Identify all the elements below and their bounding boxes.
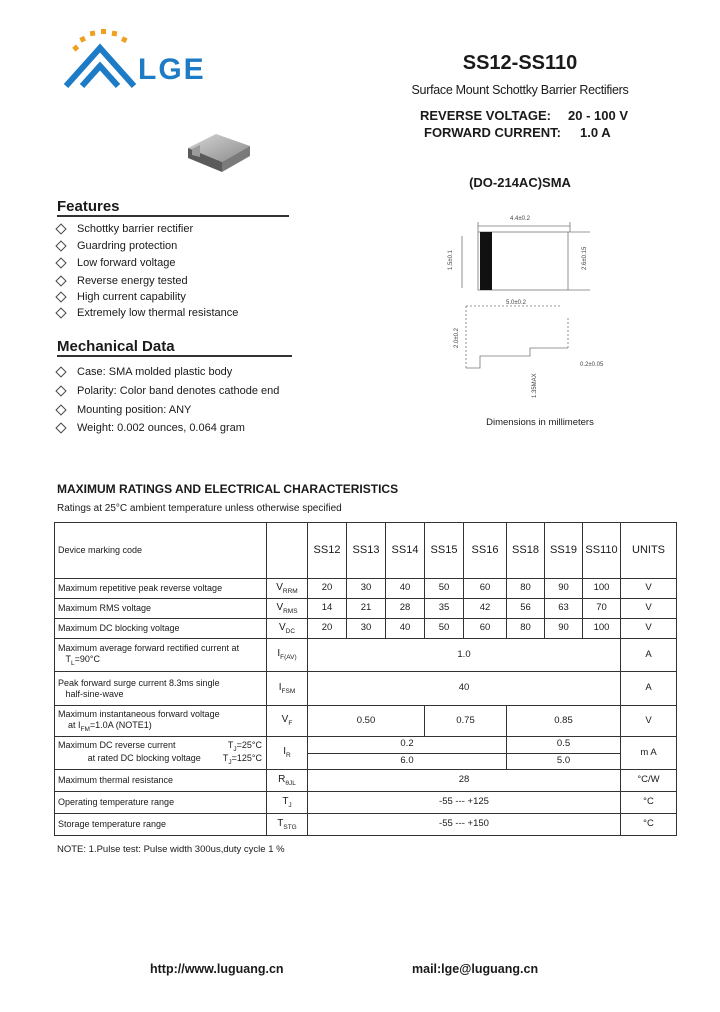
dim-label-mid: 5.0±0.2	[506, 300, 526, 306]
dim-label-right: 2.6±0.15	[582, 246, 588, 270]
table-row: Maximum instantaneous forward voltage at $I_{FM}=1.0A$ (NOTE1) $V_F$ 0.50 0.75 0.85 V	[55, 706, 677, 737]
device-code: SS19	[545, 523, 583, 579]
table-row: Maximum repetitive peak reverse voltage $V_{RRM}$ 20 30 40 50 60 80 90 100 V	[55, 579, 677, 599]
table-note: NOTE: 1.Pulse test: Pulse width 300us,duty cycle 1 %	[57, 844, 285, 855]
sma-package-image	[182, 128, 254, 176]
dim-label-left: 1.5±0.1	[448, 250, 454, 270]
ratings-title: MAXIMUM RATINGS AND ELECTRICAL CHARACTERISTICS	[57, 482, 399, 496]
ratings-table	[54, 522, 677, 836]
dim-label-lead: 0.2±0.05	[580, 362, 604, 368]
feature-item: Extremely low thermal resistance	[55, 307, 238, 319]
page-subtitle: Surface Mount Schottky Barrier Rectifiers	[411, 83, 629, 97]
feature-item: Guardring protection	[55, 240, 177, 252]
reverse-voltage-value: 20 - 100 V	[568, 108, 628, 123]
dim-label-top: 4.4±0.2	[510, 216, 530, 222]
dim-label-foot: 1.35MAX	[532, 373, 538, 398]
package-name: (DO-214AC)SMA	[469, 175, 571, 190]
mechanical-heading: Mechanical Data	[57, 338, 175, 355]
features-heading: Features	[57, 198, 120, 215]
dimension-drawing	[440, 208, 640, 408]
features-divider	[57, 215, 289, 217]
feature-item: Reverse energy tested	[55, 275, 188, 287]
diamond-bullet-icon	[55, 240, 66, 251]
device-code: SS18	[507, 523, 545, 579]
diamond-bullet-icon	[55, 422, 66, 433]
diamond-bullet-icon	[55, 223, 66, 234]
device-code: SS110	[583, 523, 621, 579]
diamond-bullet-icon	[55, 366, 66, 377]
table-row: Maximum DC reverse current $T_J=25^\circ C$ at rated DC blocking voltage $T_J=125^\circ C$ $I_R$ 0.2 6.0 0.5 5.0 m A	[55, 737, 677, 770]
mechanical-item: Mounting position: ANY	[55, 404, 191, 416]
table-row: Operating temperature range $T_J$ -55 --- +125 °C	[55, 792, 677, 814]
dimensions-caption: Dimensions in millimeters	[486, 417, 594, 428]
reverse-voltage-label: REVERSE VOLTAGE:	[420, 108, 551, 123]
footer-mail-link[interactable]: mail:lge@luguang.cn	[412, 962, 539, 976]
diamond-bullet-icon	[55, 275, 66, 286]
device-code: SS14	[386, 523, 425, 579]
feature-item: Schottky barrier rectifier	[55, 223, 193, 235]
mechanical-divider	[57, 355, 292, 357]
footer-url-link[interactable]: http://www.luguang.cn	[150, 962, 284, 976]
table-row: Peak forward surge current 8.3ms single half-sine-wave $I_{FSM}$ 40 A	[55, 672, 677, 706]
device-code: SS16	[464, 523, 507, 579]
table-row: Maximum thermal resistance $R_{\theta JL}$ 28 °C/W	[55, 770, 677, 792]
dim-label-height: 2.0±0.2	[454, 328, 460, 348]
units-header: UNITS	[621, 523, 677, 579]
mechanical-item: Weight: 0.002 ounces, 0.064 gram	[55, 422, 245, 434]
table-row: Maximum RMS voltage $V_{RMS}$ 14 21 28 35 42 56 63 70 V	[55, 599, 677, 619]
page-title: SS12-SS110	[462, 52, 578, 74]
device-code: SS12	[308, 523, 347, 579]
table-row: Maximum DC blocking voltage $V_{DC}$ 20 30 40 50 60 80 90 100 V	[55, 619, 677, 639]
mechanical-item: Polarity: Color band denotes cathode end	[55, 385, 279, 397]
diamond-bullet-icon	[55, 307, 66, 318]
table-row: Maximum average forward rectified current at $T_L=90^\circ C$ $I_{F(AV)}$ 1.0 A	[55, 639, 677, 672]
diamond-bullet-icon	[55, 291, 66, 302]
feature-item: Low forward voltage	[55, 257, 175, 269]
table-row	[55, 523, 677, 579]
feature-item: High current capability	[55, 291, 186, 303]
ratings-subtitle: Ratings at 25°C ambient temperature unless otherwise specified	[57, 503, 342, 514]
diamond-bullet-icon	[55, 257, 66, 268]
device-code: SS13	[347, 523, 386, 579]
forward-current-label: FORWARD CURRENT:	[424, 125, 561, 140]
device-code: SS15	[425, 523, 464, 579]
forward-current-value: 1.0 A	[580, 125, 611, 140]
diamond-bullet-icon	[55, 404, 66, 415]
device-marking-label: Device marking code	[55, 523, 267, 579]
table-row: Storage temperature range $T_{STG}$ -55 --- +150 °C	[55, 814, 677, 836]
mechanical-item: Case: SMA molded plastic body	[55, 366, 232, 378]
diamond-bullet-icon	[55, 385, 66, 396]
logo-text: LGE	[138, 53, 206, 86]
